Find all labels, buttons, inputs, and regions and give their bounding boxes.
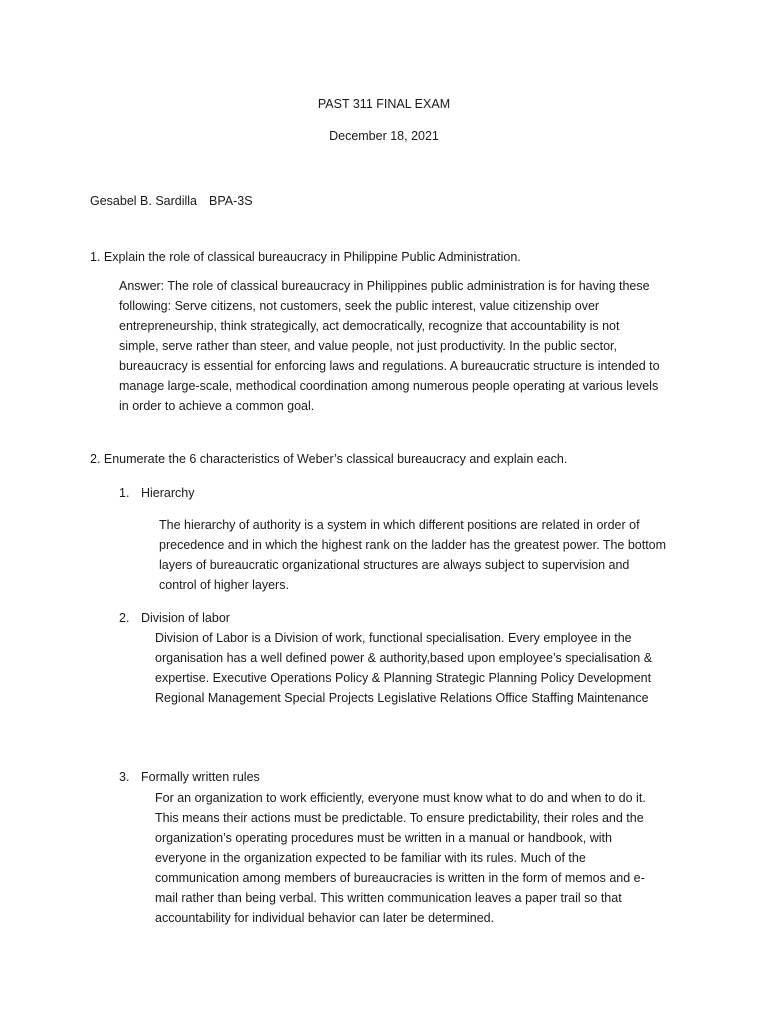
item-body-line: For an organization to work efficiently, everyone must know what to do and when to do it. [155, 791, 646, 805]
answer-1 [119, 276, 660, 416]
student-name: Gesabel B. Sardilla [90, 194, 198, 208]
answer-1-line: in order to achieve a common goal. [119, 399, 315, 413]
item-body-line: Division of Labor is a Division of work, functional specialisation. Every employee in the [155, 631, 632, 645]
item-number: 3. [119, 770, 130, 784]
exam-date: December 18, 2021 [329, 129, 439, 143]
item-body-line: accountability for individual behavior can later be determined. [155, 911, 495, 925]
student-section: BPA-3S [209, 194, 253, 208]
answer-1-line: manage large-scale, methodical coordination among numerous people operating at various levels [119, 379, 659, 393]
item-body-line: Regional Management Special Projects Legislative Relations Office Staffing Maintenance [155, 691, 649, 705]
item-heading: Hierarchy [141, 486, 195, 500]
answer-1-line: entrepreneurship, think strategically, act democratically, recognize that accountability is not [119, 319, 620, 333]
item-body-line: precedence and in which the highest rank on the ladder has the greatest power. The bottom [159, 538, 667, 552]
item-heading: Formally written rules [141, 770, 260, 784]
item-body [159, 515, 666, 595]
item-body-line: The hierarchy of authority is a system in which different positions are related in order of [159, 518, 640, 532]
answer-1-line: following: Serve citizens, not customers, seek the public interest, value citizenship over [119, 299, 600, 313]
item-body-line: everyone in the organization expected to be familiar with its rules. Much of the [155, 851, 586, 865]
item-number: 1. [119, 486, 130, 500]
item-body-line: organization’s operating procedures must be written in a manual or handbook, with [155, 831, 612, 845]
answer-1-line: simple, serve rather than steer, and value people, not just productivity. In the public sector, [119, 339, 617, 353]
question-1: 1. Explain the role of classical bureaucracy in Philippine Public Administration. [90, 250, 521, 264]
answer-1-line: Answer: The role of classical bureaucracy in Philippines public administration is for having these [119, 279, 650, 293]
answer-1-line: bureaucracy is essential for enforcing laws and regulations. A bureaucratic structure is intended to [119, 359, 660, 373]
item-body-line: organisation has a well defined power & authority,based upon employee’s specialisation & [155, 651, 653, 665]
item-body-line: communication among members of bureaucracies is written in the form of memos and e- [155, 871, 645, 885]
item-body [155, 628, 652, 708]
item-body-line: expertise. Executive Operations Policy & Planning Strategic Planning Policy Development [155, 671, 652, 685]
item-body-line: layers of bureaucratic organizational structures are always subject to supervision and [159, 558, 630, 572]
question-2: 2. Enumerate the 6 characteristics of Weber’s classical bureaucracy and explain each. [90, 452, 568, 466]
item-number: 2. [119, 611, 130, 625]
item-body-line: This means their actions must be predictable. To ensure predictability, their roles and the [155, 811, 644, 825]
item-heading: Division of labor [141, 611, 230, 625]
exam-title: PAST 311 FINAL EXAM [317, 97, 451, 111]
item-body-line: mail rather than being verbal. This written communication leaves a paper trail so that [155, 891, 622, 905]
item-body [155, 788, 646, 928]
item-body-line: control of higher layers. [159, 578, 289, 592]
